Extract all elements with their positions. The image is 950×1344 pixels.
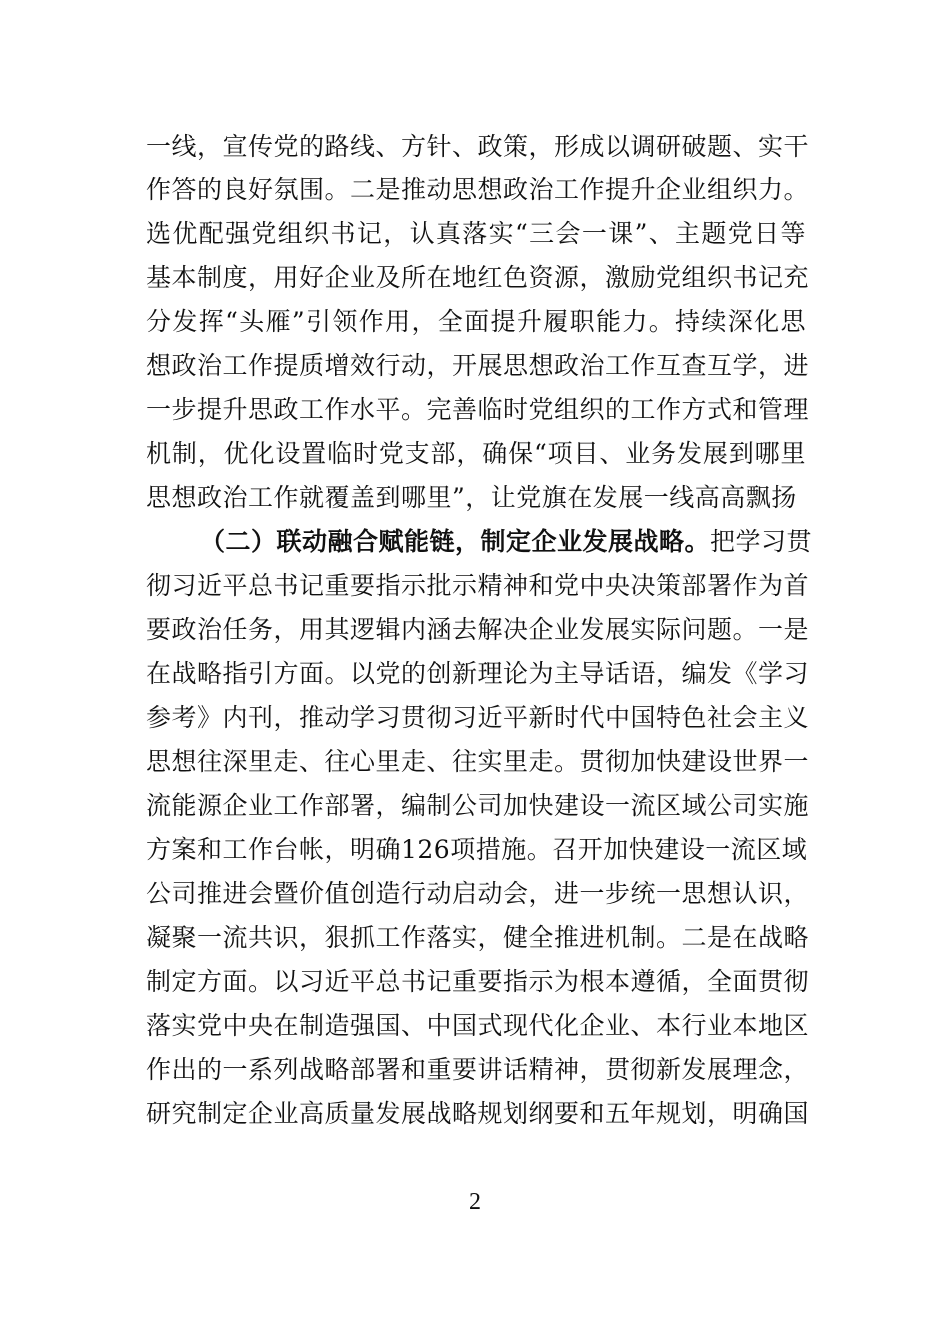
paragraph-line: 思想政治工作就覆盖到哪里”，让党旗在发展一线高高飘扬 [146, 483, 797, 512]
paragraph-line: 作答的良好氛围。二是推动思想政治工作提升企业组织力。 [146, 175, 810, 204]
section-heading-continuation: 把学习贯 [710, 527, 813, 556]
paragraph-line: 分发挥“头雁”引领作用，全面提升履职能力。持续深化思 [146, 307, 806, 336]
paragraph-line: 落实党中央在制造强国、中国式现代化企业、本行业本地区 [146, 1011, 810, 1040]
paragraph-line: 制定方面。以习近平总书记重要指示为根本遵循，全面贯彻 [146, 967, 810, 996]
paragraph-line: 在战略指引方面。以党的创新理论为主导话语，编发《学习 [146, 659, 810, 688]
paragraph-line: 想政治工作提质增效行动，开展思想政治工作互查互学，进 [146, 351, 810, 380]
paragraph-line: 一步提升思政工作水平。完善临时党组织的工作方式和管理 [146, 395, 810, 424]
paragraph-line: 机制，优化设置临时党支部，确保“项目、业务发展到哪里 [146, 439, 806, 468]
section-heading-line [200, 522, 813, 562]
paragraph-line: 凝聚一流共识，狠抓工作落实，健全推进机制。二是在战略 [146, 923, 810, 952]
page-number: 2 [469, 1189, 481, 1215]
paragraph-line: 方案和工作台帐，明确126项措施。召开加快建设一流区域 [146, 835, 808, 864]
paragraph-line: 一线，宣传党的路线、方针、政策，形成以调研破题、实干 [146, 132, 810, 161]
paragraph-line: 参考》内刊，推动学习贯彻习近平新时代中国特色社会主义 [146, 703, 810, 732]
paragraph-line: 公司推进会暨价值创造行动启动会，进一步统一思想认识， [146, 879, 810, 908]
paragraph-line: 流能源企业工作部署，编制公司加快建设一流区域公司实施 [146, 791, 810, 820]
section-heading: （二）联动融合赋能链，制定企业发展战略。 [200, 527, 711, 556]
paragraph-line: 基本制度，用好企业及所在地红色资源，激励党组织书记充 [146, 263, 810, 292]
paragraph-line: 思想往深里走、往心里走、往实里走。贯彻加快建设世界一 [146, 747, 810, 776]
paragraph-line: 要政治任务，用其逻辑内涵去解决企业发展实际问题。一是 [146, 615, 810, 644]
paragraph-line: 研究制定企业高质量发展战略规划纲要和五年规划，明确国 [146, 1099, 810, 1128]
paragraph-line: 作出的一系列战略部署和重要讲话精神，贯彻新发展理念， [146, 1055, 810, 1084]
paragraph-line: 彻习近平总书记重要指示批示精神和党中央决策部署作为首 [146, 571, 810, 600]
paragraph-line: 选优配强党组织书记，认真落实“三会一课”、主题党日等 [146, 219, 806, 248]
